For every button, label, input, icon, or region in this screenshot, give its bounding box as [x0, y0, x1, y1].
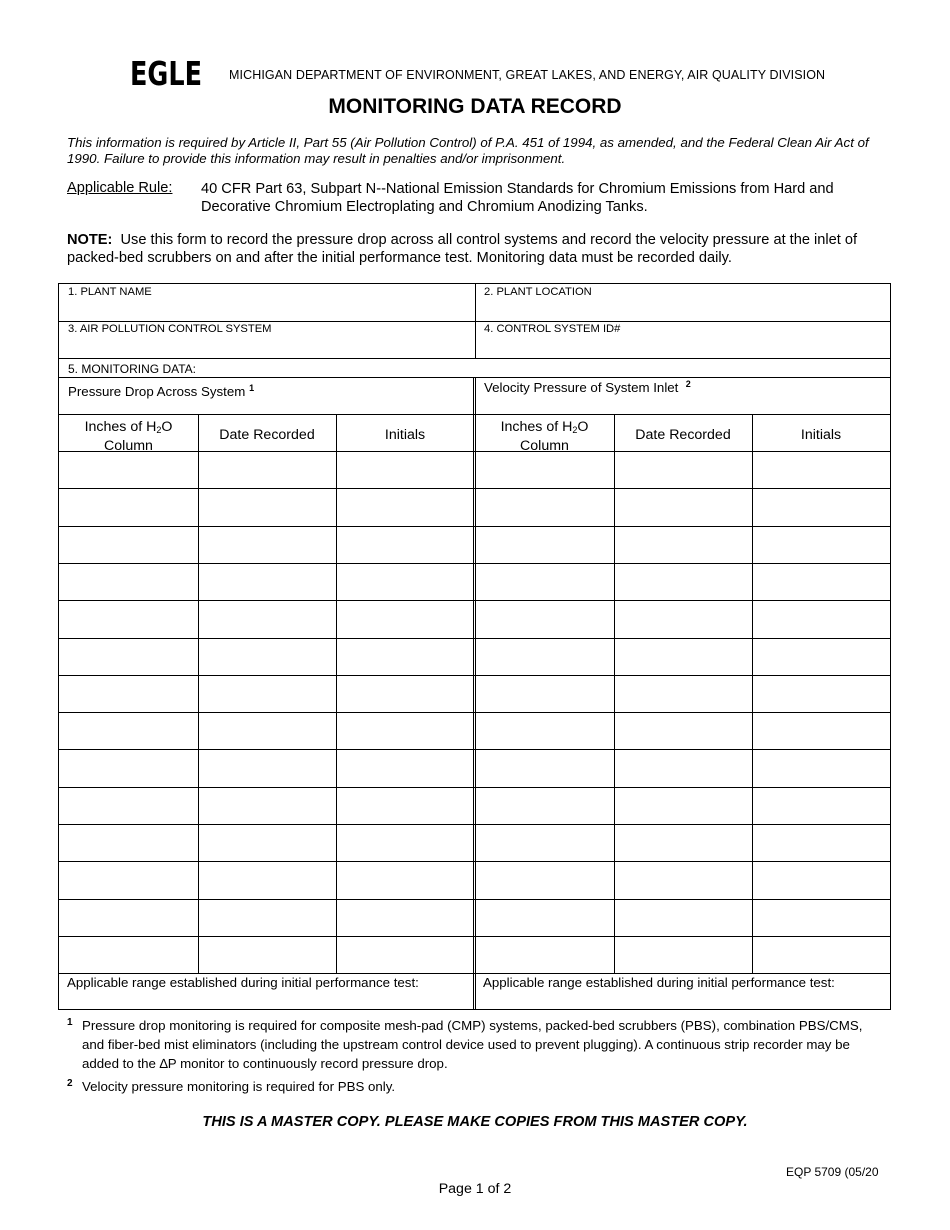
applicable-rule-label: Applicable Rule:	[67, 180, 173, 196]
pressure-date-cell[interactable]	[199, 527, 336, 562]
pressure-inches-cell[interactable]	[60, 452, 198, 487]
velocity-date-cell[interactable]	[615, 452, 752, 487]
velocity-date-cell[interactable]	[615, 713, 752, 748]
plant-location-label: 2. PLANT LOCATION	[484, 286, 592, 298]
pressure-date-cell[interactable]	[199, 564, 336, 599]
velocity-initials-cell[interactable]	[753, 676, 889, 711]
velocity-inches-cell[interactable]	[477, 900, 614, 935]
velocity-initials-cell[interactable]	[753, 527, 889, 562]
pressure-inches-cell[interactable]	[60, 527, 198, 562]
velocity-inches-cell[interactable]	[477, 825, 614, 860]
velocity-initials-cell[interactable]	[753, 713, 889, 748]
velocity-initials-cell[interactable]	[753, 750, 889, 785]
egle-logo	[130, 54, 202, 93]
footnote-number: 1	[67, 1017, 73, 1028]
pressure-inches-cell[interactable]	[60, 713, 198, 748]
pressure-initials-cell[interactable]	[337, 601, 473, 636]
velocity-initials-cell[interactable]	[753, 564, 889, 599]
pressure-initials-cell[interactable]	[337, 900, 473, 935]
velocity-initials-cell[interactable]	[753, 788, 889, 823]
pressure-initials-cell[interactable]	[337, 788, 473, 823]
pressure-drop-section-title: Pressure Drop Across System $^1$	[68, 383, 255, 399]
pressure-inches-cell[interactable]	[60, 564, 198, 599]
pressure-date-cell[interactable]	[199, 937, 336, 972]
velocity-initials-cell[interactable]	[753, 601, 889, 636]
velocity-inches-cell[interactable]	[477, 750, 614, 785]
velocity-inches-cell[interactable]	[477, 527, 614, 562]
velocity-pressure-section-title: Velocity Pressure of System Inlet $^2$	[484, 379, 691, 395]
velocity-inches-cell[interactable]	[477, 564, 614, 599]
pressure-inches-cell[interactable]	[60, 825, 198, 860]
velocity-inches-cell[interactable]	[477, 452, 614, 487]
pressure-date-cell[interactable]	[199, 900, 336, 935]
velocity-inches-cell[interactable]	[477, 937, 614, 972]
velocity-inches-cell[interactable]	[477, 676, 614, 711]
section-double-divider	[473, 377, 476, 1010]
velocity-inches-cell[interactable]	[477, 788, 614, 823]
pressure-date-cell[interactable]	[199, 750, 336, 785]
velocity-date-cell[interactable]	[615, 527, 752, 562]
velocity-applicable-range-field[interactable]	[477, 992, 889, 1009]
velocity-date-cell[interactable]	[615, 601, 752, 636]
velocity-initials-cell[interactable]	[753, 489, 889, 524]
pressure-date-cell[interactable]	[199, 862, 336, 897]
pressure-inches-cell[interactable]	[60, 676, 198, 711]
pressure-initials-cell[interactable]	[337, 825, 473, 860]
pressure-inches-cell[interactable]	[60, 750, 198, 785]
footnote-ref-1: 1	[249, 383, 255, 393]
control-system-id-label: 4. CONTROL SYSTEM ID#	[484, 323, 621, 335]
pressure-initials-cell[interactable]	[337, 937, 473, 972]
pressure-date-recorded-header: Date Recorded	[219, 427, 315, 443]
master-copy-notice: THIS IS A MASTER COPY. PLEASE MAKE COPIES FROM THIS MASTER COPY.	[202, 1114, 748, 1130]
velocity-inches-cell[interactable]	[477, 601, 614, 636]
pressure-initials-cell[interactable]	[337, 639, 473, 674]
note	[67, 231, 892, 267]
velocity-date-cell[interactable]	[615, 750, 752, 785]
pressure-date-cell[interactable]	[199, 452, 336, 487]
velocity-date-cell[interactable]	[615, 862, 752, 897]
footnote-ref-2: 2	[685, 379, 691, 389]
pressure-initials-header: Initials	[384, 427, 426, 443]
velocity-inches-h2o-header: Inches of $H_2O$ Column	[500, 419, 589, 454]
velocity-applicable-range-label: Applicable range established during initial performance test:	[483, 975, 835, 990]
pressure-inches-cell[interactable]	[60, 900, 198, 935]
pressure-date-cell[interactable]	[199, 639, 336, 674]
footnote-text: Velocity pressure monitoring is required for PBS only.	[82, 1079, 396, 1094]
velocity-date-cell[interactable]	[615, 489, 752, 524]
pressure-initials-cell[interactable]	[337, 564, 473, 599]
velocity-date-cell[interactable]	[615, 564, 752, 599]
row-divider	[59, 358, 890, 359]
pressure-applicable-range-field[interactable]	[60, 992, 472, 1009]
velocity-date-cell[interactable]	[615, 639, 752, 674]
velocity-initials-cell[interactable]	[753, 937, 889, 972]
pressure-initials-cell[interactable]	[337, 489, 473, 524]
svg-text:EGLE: EGLE	[130, 54, 202, 93]
monitoring-form	[58, 283, 891, 1010]
velocity-inches-cell[interactable]	[477, 862, 614, 897]
velocity-inches-cell[interactable]	[477, 639, 614, 674]
pressure-inches-h2o-header: Inches of $H_2O$ Column	[84, 419, 173, 454]
velocity-date-cell[interactable]	[615, 788, 752, 823]
plant-name-label: 1. PLANT NAME	[68, 286, 152, 298]
pressure-date-cell[interactable]	[199, 788, 336, 823]
applicable-rule-text: 40 CFR Part 63, Subpart N--National Emission Standards for Chromium Emissions from Hard and Decorative Chromium Electroplating and Chromium Anodizing Tanks.	[201, 181, 834, 215]
velocity-initials-header: Initials	[800, 427, 842, 443]
footnote-text: Pressure drop monitoring is required for composite mesh-pad (CMP) systems, packed-bed scrubbers (PBS), combination PBS/CMS, and fiber-bed mist eliminators (including the upstream control device used to prevent plugging). A continuous strip recorder may be added to the ∆P monitor to continuously record pressure drop.	[82, 1018, 863, 1071]
pressure-date-cell[interactable]	[199, 713, 336, 748]
apc-system-label: 3. AIR POLLUTION CONTROL SYSTEM	[68, 323, 272, 335]
pressure-inches-cell[interactable]	[60, 937, 198, 972]
velocity-date-recorded-header: Date Recorded	[635, 427, 731, 443]
note-label: NOTE:	[67, 232, 113, 248]
velocity-date-cell[interactable]	[615, 825, 752, 860]
plant-location-field[interactable]	[477, 302, 889, 320]
pressure-date-cell[interactable]	[199, 825, 336, 860]
velocity-initials-cell[interactable]	[753, 452, 889, 487]
velocity-date-cell[interactable]	[615, 937, 752, 972]
pressure-initials-cell[interactable]	[337, 527, 473, 562]
pressure-date-cell[interactable]	[199, 601, 336, 636]
velocity-initials-cell[interactable]	[753, 639, 889, 674]
apc-system-field[interactable]	[60, 339, 473, 357]
control-system-id-field[interactable]	[477, 339, 889, 357]
agency-name: MICHIGAN DEPARTMENT OF ENVIRONMENT, GREAT LAKES, AND ENERGY, AIR QUALITY DIVISION	[229, 68, 826, 82]
pressure-date-cell[interactable]	[199, 676, 336, 711]
authority-statement: This information is required by Article II, Part 55 (Air Pollution Control) of P.A. 451 of 1994, as amended, and the Federal Clean Air Act of 1990. Failure to provide this information may result in penalties and/or imprisonment.	[67, 135, 869, 166]
pressure-inches-cell[interactable]	[60, 639, 198, 674]
page-title: MONITORING DATA RECORD	[328, 95, 622, 118]
pressure-inches-cell[interactable]	[60, 862, 198, 897]
monitoring-data-label: 5. MONITORING DATA:	[68, 362, 197, 376]
footnote-number: 2	[67, 1078, 73, 1089]
plant-name-field[interactable]	[60, 302, 473, 320]
column-divider	[475, 284, 476, 358]
velocity-initials-cell[interactable]	[753, 825, 889, 860]
velocity-initials-cell[interactable]	[753, 862, 889, 897]
pressure-initials-cell[interactable]	[337, 862, 473, 897]
pressure-initials-cell[interactable]	[337, 713, 473, 748]
pressure-initials-cell[interactable]	[337, 452, 473, 487]
page-number: Page 1 of 2	[438, 1181, 512, 1197]
pressure-initials-cell[interactable]	[337, 750, 473, 785]
pressure-inches-cell[interactable]	[60, 489, 198, 524]
velocity-inches-cell[interactable]	[477, 489, 614, 524]
pressure-applicable-range-label: Applicable range established during initial performance test:	[67, 975, 419, 990]
velocity-initials-cell[interactable]	[753, 900, 889, 935]
pressure-inches-cell[interactable]	[60, 601, 198, 636]
note-text: Use this form to record the pressure drop across all control systems and record the velocity pressure at the inlet of packed-bed scrubbers on and after the initial performance test. Monitoring data must be recorded daily.	[67, 232, 858, 266]
pressure-initials-cell[interactable]	[337, 676, 473, 711]
velocity-date-cell[interactable]	[615, 900, 752, 935]
pressure-inches-cell[interactable]	[60, 788, 198, 823]
velocity-date-cell[interactable]	[615, 676, 752, 711]
form-number: EQP 5709 (05/20	[786, 1165, 879, 1179]
velocity-inches-cell[interactable]	[477, 713, 614, 748]
pressure-date-cell[interactable]	[199, 489, 336, 524]
